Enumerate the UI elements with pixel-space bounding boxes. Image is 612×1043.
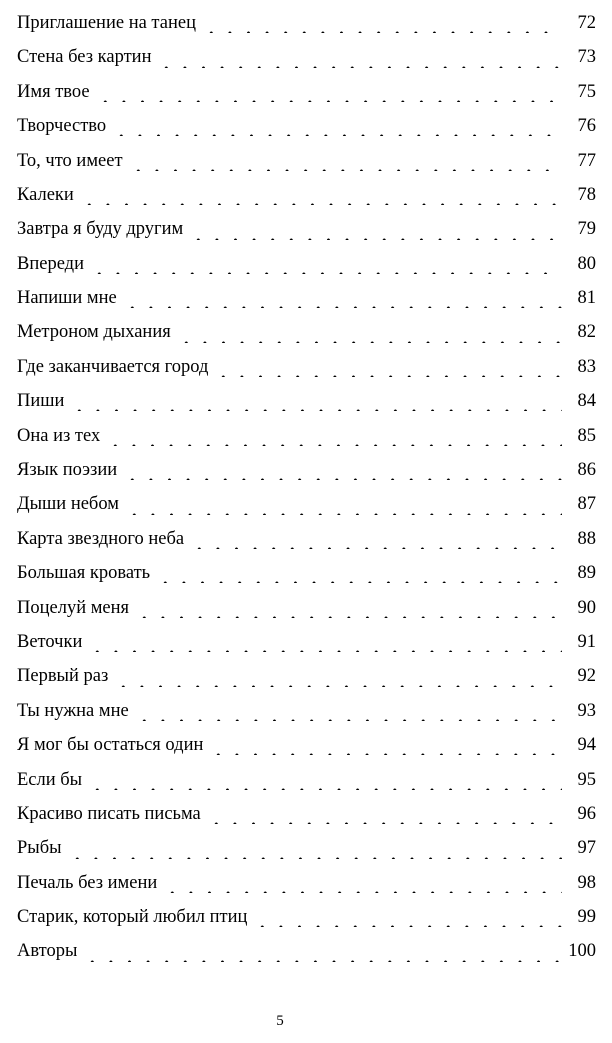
dot-leader <box>68 839 562 859</box>
toc-entry-page: 85 <box>577 425 596 446</box>
toc-entry-title: Метроном дыхания <box>17 322 171 343</box>
toc-entry <box>17 797 596 831</box>
toc-entry <box>17 728 596 762</box>
toc-entry-page: 100 <box>568 941 596 962</box>
toc-entry-title: Большая кровать <box>17 563 151 584</box>
toc-entry-page: 78 <box>577 184 596 205</box>
dot-leader <box>80 185 562 205</box>
dot-leader <box>123 460 562 480</box>
dot-leader <box>253 907 562 927</box>
toc-entry-title: Старик, который любил птиц <box>17 907 248 928</box>
toc-entry-title: Где заканчивается город <box>17 356 209 377</box>
dot-leader <box>177 323 562 343</box>
toc-entry-title: Веточки <box>17 631 83 652</box>
toc-entry <box>17 75 596 109</box>
page-number: 5 <box>276 1013 284 1029</box>
toc-entry-page: 90 <box>577 597 596 618</box>
dot-leader <box>135 701 562 721</box>
toc-entry <box>17 935 596 969</box>
toc-entry-page: 87 <box>577 494 596 515</box>
toc-entry-page: 82 <box>577 322 596 343</box>
toc-entry <box>17 556 596 590</box>
dot-leader <box>83 942 560 962</box>
toc-entry-title: Я мог бы остаться один <box>17 735 204 756</box>
toc-entry-title: Первый раз <box>17 666 109 687</box>
toc-entry <box>17 212 596 246</box>
toc-entry-title: Впереди <box>17 253 84 274</box>
toc-entry <box>17 591 596 625</box>
dot-leader <box>207 804 562 824</box>
toc-entry-page: 84 <box>577 391 596 412</box>
dot-leader <box>114 667 562 687</box>
toc-entry-title: Авторы <box>17 941 78 962</box>
toc-entry-title: Напиши мне <box>17 288 117 309</box>
dot-leader <box>209 735 562 755</box>
dot-leader <box>190 529 562 549</box>
toc-entry <box>17 384 596 418</box>
toc-entry-page: 81 <box>577 288 596 309</box>
toc-entry-title: Язык поэзии <box>17 460 118 481</box>
toc-entry-page: 99 <box>577 907 596 928</box>
toc-entry <box>17 866 596 900</box>
table-of-contents <box>17 6 596 969</box>
toc-entry-page: 96 <box>577 803 596 824</box>
toc-entry-title: Творчество <box>17 116 107 137</box>
toc-entry-page: 95 <box>577 769 596 790</box>
toc-entry <box>17 144 596 178</box>
toc-entry-page: 79 <box>577 219 596 240</box>
toc-entry-title: Карта звездного неба <box>17 528 185 549</box>
toc-entry <box>17 831 596 865</box>
toc-entry <box>17 625 596 659</box>
toc-entry-title: Калеки <box>17 184 74 205</box>
dot-leader <box>156 563 562 583</box>
toc-entry <box>17 350 596 384</box>
toc-entry-page: 92 <box>577 666 596 687</box>
toc-entry-page: 89 <box>577 563 596 584</box>
toc-entry <box>17 522 596 556</box>
dot-leader <box>202 13 562 33</box>
dot-leader <box>157 48 562 68</box>
toc-entry-page: 76 <box>577 116 596 137</box>
toc-entry <box>17 487 596 521</box>
toc-entry <box>17 6 596 40</box>
toc-entry-title: Поцелуй меня <box>17 597 130 618</box>
toc-entry-page: 98 <box>577 872 596 893</box>
toc-entry-page: 80 <box>577 253 596 274</box>
dot-leader <box>96 82 562 102</box>
toc-entry <box>17 281 596 315</box>
toc-entry <box>17 763 596 797</box>
toc-entry <box>17 109 596 143</box>
toc-entry-title: То, что имеет <box>17 150 123 171</box>
dot-leader <box>125 495 562 515</box>
toc-entry-title: Завтра я буду другим <box>17 219 184 240</box>
dot-leader <box>135 598 562 618</box>
toc-entry-title: Она из тех <box>17 425 101 446</box>
toc-entry-title: Пиши <box>17 391 65 412</box>
toc-entry <box>17 694 596 728</box>
toc-entry-page: 75 <box>577 81 596 102</box>
toc-entry-page: 91 <box>577 631 596 652</box>
toc-entry-title: Ты нужна мне <box>17 700 129 721</box>
toc-entry-title: Красиво писать письма <box>17 803 201 824</box>
toc-entry <box>17 419 596 453</box>
dot-leader <box>90 254 562 274</box>
dot-leader <box>106 426 562 446</box>
dot-leader <box>70 391 562 411</box>
toc-entry-title: Имя твое <box>17 81 90 102</box>
toc-entry <box>17 900 596 934</box>
dot-leader <box>163 873 562 893</box>
dot-leader <box>214 357 562 377</box>
toc-entry-page: 86 <box>577 460 596 481</box>
toc-entry-title: Если бы <box>17 769 83 790</box>
toc-entry-page: 94 <box>577 735 596 756</box>
toc-entry-page: 73 <box>577 47 596 68</box>
toc-entry <box>17 178 596 212</box>
toc-entry-page: 97 <box>577 838 596 859</box>
toc-entry-page: 72 <box>577 12 596 33</box>
dot-leader <box>129 151 562 171</box>
dot-leader <box>88 632 562 652</box>
toc-entry-page: 93 <box>577 700 596 721</box>
toc-entry <box>17 453 596 487</box>
toc-entry-title: Дыши небом <box>17 494 119 515</box>
dot-leader <box>123 288 562 308</box>
toc-entry-page: 77 <box>577 150 596 171</box>
toc-entry-title: Приглашение на танец <box>17 12 196 33</box>
toc-entry-title: Печаль без имени <box>17 872 158 893</box>
toc-entry-title: Рыбы <box>17 838 62 859</box>
toc-entry <box>17 316 596 350</box>
toc-entry-page: 88 <box>577 528 596 549</box>
toc-entry <box>17 659 596 693</box>
dot-leader <box>189 220 562 240</box>
toc-entry-title: Стена без картин <box>17 47 152 68</box>
toc-entry-page: 83 <box>577 356 596 377</box>
toc-entry <box>17 247 596 281</box>
dot-leader <box>88 770 562 790</box>
dot-leader <box>112 116 562 136</box>
toc-entry <box>17 40 596 74</box>
